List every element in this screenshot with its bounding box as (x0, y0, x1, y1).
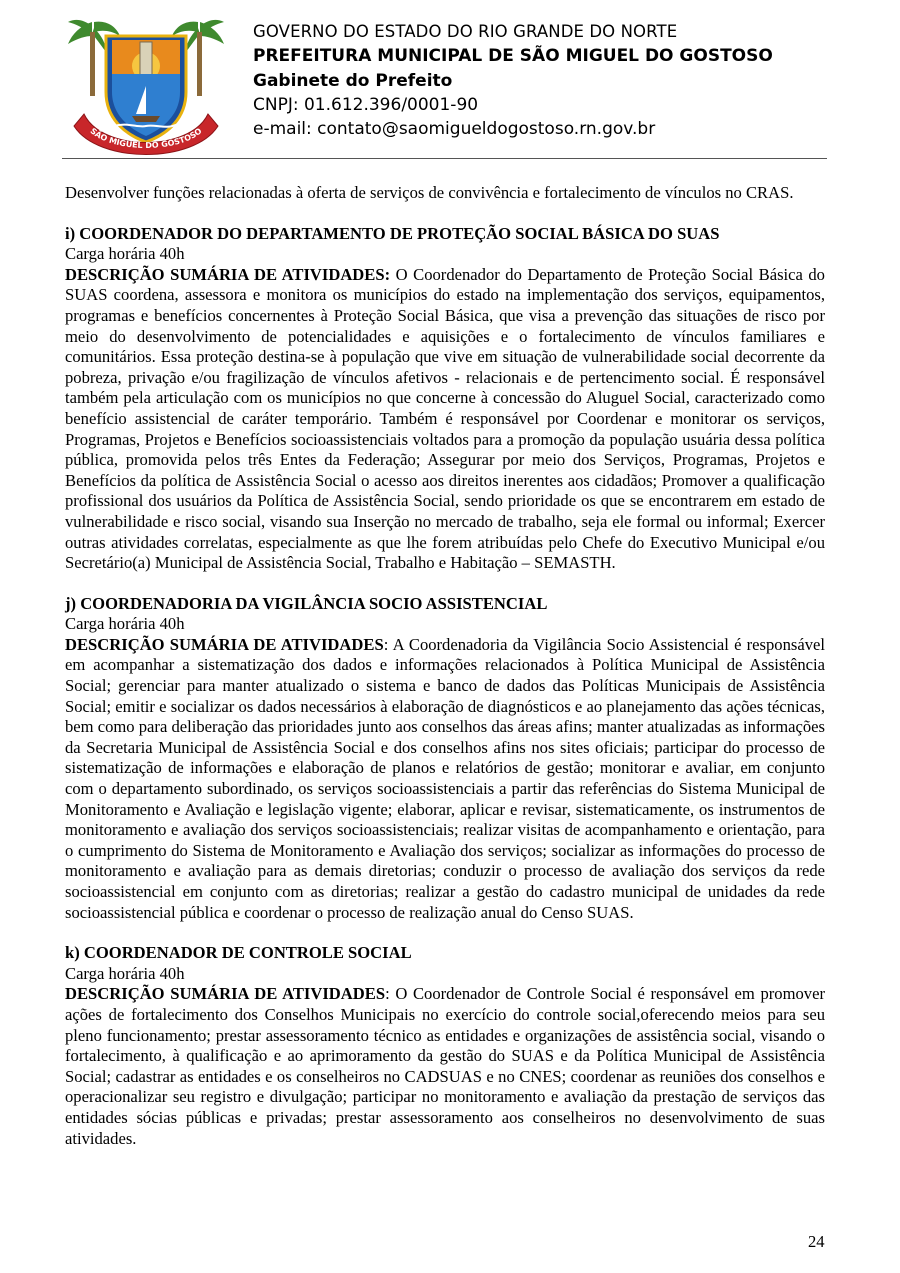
section-j-desc-text: : A Coordenadoria da Vigilância Socio Assistencial é responsável em acompanhar a sistematização dos dados e informações relacionados à Política Municipal de Assistência Social; gerenciar para manter atualizado o sistema e banco de dados das Políticas Municipais de Assistência Social; emitir e socializar os dados necessários à elaboração de diagnósticos e ao planejamento das ações técnicas, bem como para deliberação das prioridades junto aos conselhos das áreas afins; manter atualizadas as informações da Secretaria Municipal de Assistência Social e dos conselhos afins nos sites oficiais; participar do processo de sistematização de informações e elaboração de planos e relatórios de gestão; monitorar e avaliar, em conjunto com o departamento subordinado, os serviços socioassistenciais a partir das referências do Sistema Municipal de Monitoramento e Avaliação e legislação vigente; elaborar, aplicar e revisar, sistematicamente, os instrumentos de monitoramento e avaliação dos serviços socioassistenciais; realizar visitas de acompanhamento e orientação, para o cumprimento do Sistema de Monitoramento e Avaliação dos serviços; socializar as informações do processo de monitoramento e avaliação para as demais diretorias; conduzir o processo de avaliação dos serviços da rede socioassistencial em conjunto com as diretorias; realizar a gestão do cadastro municipal de unidades da rede socioassistencial pública e coordenar o processo de realização anual do Censo SUAS. (65, 634, 825, 922)
section-j-hours: Carga horária 40h (65, 614, 185, 634)
section-i-desc-label: DESCRIÇÃO SUMÁRIA DE ATIVIDADES: (65, 264, 391, 284)
letterhead (0, 0, 900, 160)
svg-text:SÃO MIGUEL DO GOSTOSO: SÃO MIGUEL DO GOSTOSO (88, 126, 204, 151)
section-i-description (65, 265, 825, 574)
document-body (65, 183, 825, 1149)
page-number: 24 (808, 1232, 825, 1251)
section-i-hours: Carga horária 40h (65, 244, 185, 264)
municipal-coat-of-arms-logo (62, 14, 232, 164)
email-line: e-mail: contato@saomigueldogostoso.rn.gov.br (253, 119, 656, 140)
section-k-description (65, 984, 825, 1149)
section-k-desc-label: DESCRIÇÃO SUMÁRIA DE ATIVIDADES (65, 984, 386, 1004)
section-k-desc-text: : O Coordenador de Controle Social é responsável em promover ações de fortalecimento dos Conselhos Municipais no exercício do controle social,oferecendo meios para seu pleno funcionamento; prestar assessoramento técnico as entidades e organizações de assistência social, visando o fortalecimento, à qualificação e ao aprimoramento da gestão do SUAS e da Política Municipal de Assistência Social; cadastrar as entidades e os conselheiros no CADSUAS e no CNES; coordenar as reuniões dos conselhos e operacionalizar seu registro e divulgação; participar no monitoramento e avaliação da prestação de serviços das entidades sócias públicas e privadas; prestar assessoramento aos conselheiros no desenvolvimento de suas atividades. (65, 984, 825, 1148)
header-divider (62, 158, 827, 159)
section-k-hours: Carga horária 40h (65, 963, 185, 983)
section-j-desc-label: DESCRIÇÃO SUMÁRIA DE ATIVIDADES (65, 634, 384, 654)
government-line: GOVERNO DO ESTADO DO RIO GRANDE DO NORTE (253, 22, 678, 41)
section-i-title: i) COORDENADOR DO DEPARTAMENTO DE PROTEÇÃO SOCIAL BÁSICA DO SUAS (65, 223, 720, 243)
section-k-title: k) COORDENADOR DE CONTROLE SOCIAL (65, 943, 412, 963)
section-j-title: j) COORDENADORIA DA VIGILÂNCIA SOCIO ASSISTENCIAL (65, 593, 548, 613)
intro-paragraph: Desenvolver funções relacionadas à oferta de serviços de convivência e fortalecimento de vínculos no CRAS. (65, 183, 794, 202)
office-name: Gabinete do Prefeito (253, 70, 453, 91)
section-j-description (65, 635, 825, 923)
cnpj-line: CNPJ: 01.612.396/0001-90 (253, 94, 479, 115)
section-i-desc-text: O Coordenador do Departamento de Proteção Social Básica do SUAS coordena, assessora e monitora os municípios do estado na implementação dos serviços, equipamentos, programas e benefícios concernentes à Proteção Social Básica, que visa a prevenção das situações de risco por meio do desenvolvimento de potencialidades e aquisições e o fortalecimento de vínculos familiares e comunitários. Essa proteção destina-se à população que vive em situação de vulnerabilidade social decorrente da pobreza, privação e/ou fragilização de vínculos afetivos - relacionais e de pertencimento social. É responsável também pela articulação com os municípios no que concerne à concessão do Aluguel Social, caracterizado como benefício assistencial de caráter temporário. Também é responsável por Coordenar e monitorar os serviços, Programas, Projetos e Benefícios socioassistenciais voltados para a promoção da população usuária dessa política pública, promovida pelos três Entes da Federação; Assegurar por meio dos Serviços, Programas, Projetos e Benefícios da política de Assistência Social o acesso aos direitos inerentes aos cidadãos; Promover a qualificação profissional dos usuários da Política de Assistência Social, sendo prioridade os que se encontrarem em estado de vulnerabilidade e risco social, visando sua Inserção no mercado de trabalho, seja ele formal ou informal; Exercer outras atividades correlatas, especialmente as que lhe forem atribuídas pelo Chefe do Executivo Municipal e/ou Secretário(a) Municipal de Assistência Social, Trabalho e Habitação – SEMASTH. (65, 264, 825, 573)
letterhead-text (253, 20, 773, 141)
prefecture-name: PREFEITURA MUNICIPAL DE SÃO MIGUEL DO GOSTOSO (253, 46, 773, 67)
